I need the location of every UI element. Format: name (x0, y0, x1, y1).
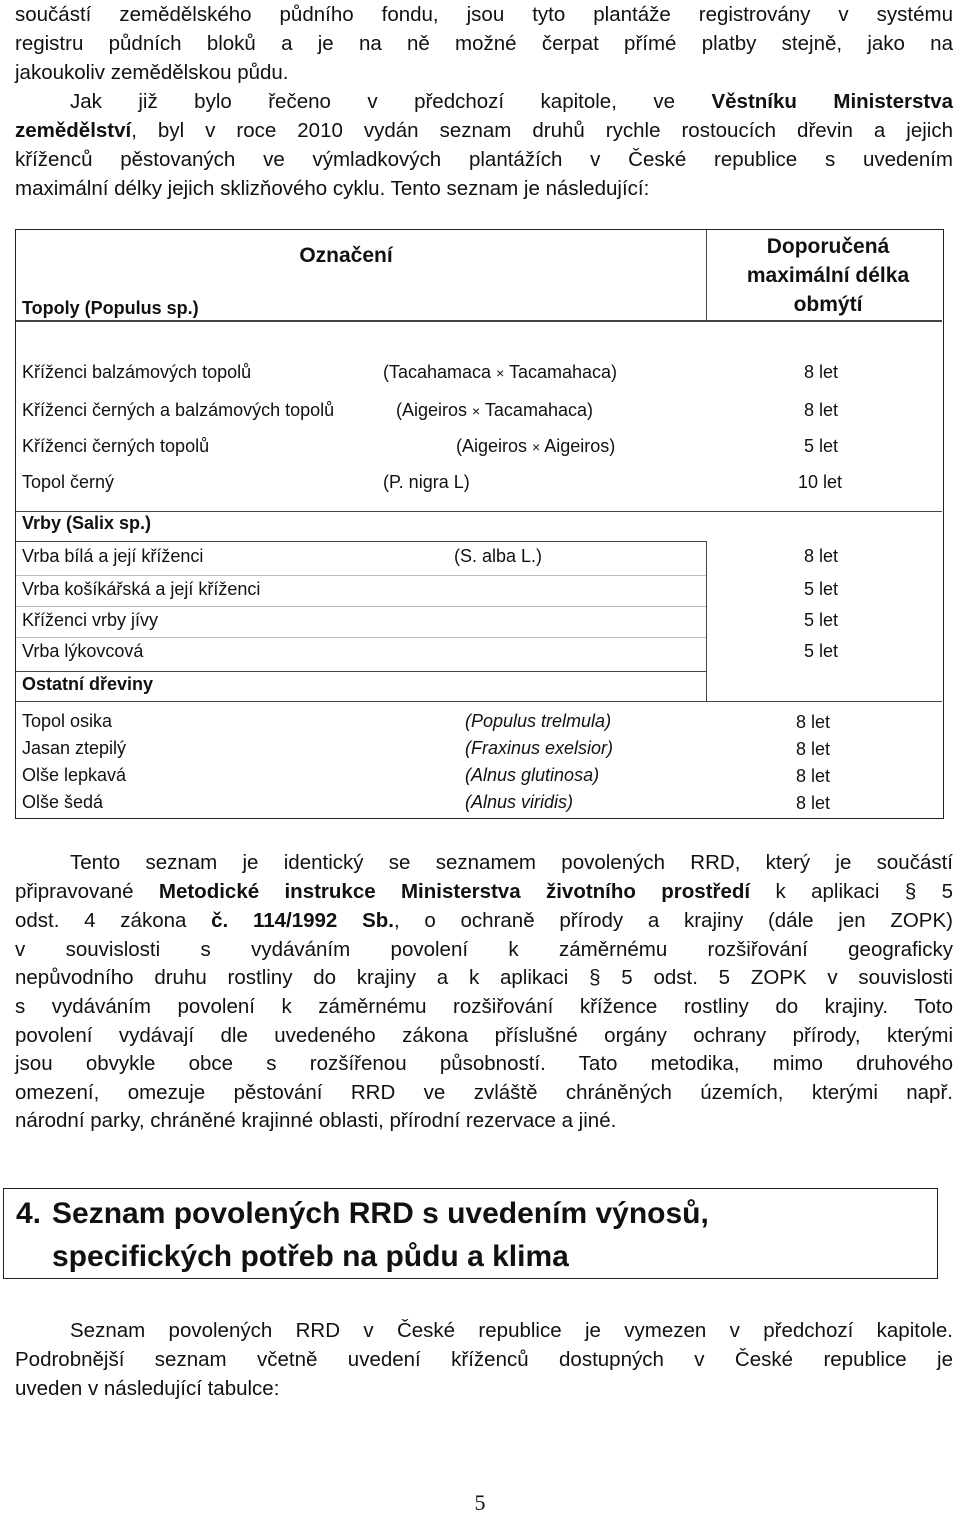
cross-sign: × (532, 439, 541, 455)
para3-line-5: nepůvodního druhu rostliny do krajiny a k aplikaci § 5 odst. 5 ZOPK v souvislosti (15, 966, 953, 989)
other-row-1-years: 8 let (796, 712, 831, 732)
willow-row-3-name: Kříženci vrby jívy (22, 610, 159, 630)
other-row-3-name: Olše lepkavá (22, 765, 127, 785)
willow-row-2-name: Vrba košíkářská a její kříženci (22, 579, 261, 599)
para2-line-3: kříženců pěstovaných ve výmladkových plantážích v České republice s uvedením (15, 148, 953, 171)
other-row-2-years: 8 let (796, 739, 831, 759)
other-row-4-latin: (Alnus viridis) (465, 792, 574, 812)
group-other: Ostatní dřeviny (22, 674, 154, 694)
section-heading (3, 1188, 938, 1279)
para2-line-2: zemědělství, byl v roce 2010 vydán seznam druhů rychle rostoucích dřevin a jejich (15, 119, 953, 142)
para3-line-4: v souvislosti s vydáváním povolení k záměrnému rozšiřování geograficky (15, 938, 953, 961)
willow-row-2-years: 5 let (804, 579, 839, 599)
para3-line-1: Tento seznam je identický se seznamem povolených RRD, který je součástí (70, 851, 953, 874)
poplar-row-1-name: Kříženci balzámových topolů (22, 362, 252, 382)
para3-line-3: odst. 4 zákona č. 114/1992 Sb., o ochraně přírody a krajiny (dále jen ZOPK) (15, 909, 953, 932)
page-number: 5 (474, 1490, 486, 1515)
willow-row-1-name: Vrba bílá a její kříženci (22, 546, 204, 566)
willow-row-1-latin: (S. alba L.) (454, 546, 543, 566)
para3-line-6: s vydáváním povolení k záměrnému rozšiřování křížence rostliny do krajiny. Toto (15, 995, 953, 1018)
section-title-line-1: Seznam povolených RRD s uvedením výnosů, (52, 1197, 709, 1230)
poplar-row-4-years: 10 let (798, 472, 843, 492)
other-row-3-latin: (Alnus glutinosa) (465, 765, 600, 785)
poplar-row-4-latin: (P. nigra L) (383, 472, 470, 492)
para3-line-8: jsou obvykle obce s rozšířenou působností. Tato metodika, mimo druhového (15, 1052, 953, 1075)
poplar-row-2-name: Kříženci černých a balzámových topolů (22, 400, 335, 420)
para4-line-1: Seznam povolených RRD v České republice je vymezen v předchozí kapitole. (70, 1319, 953, 1342)
intro-line-2: registru půdních bloků a je na ně možné čerpat přímé platby stejně, jako na (15, 32, 953, 55)
willow-row-4-name: Vrba lýkovcová (22, 641, 144, 661)
cross-sign: × (472, 403, 481, 419)
poplar-row-3-years: 5 let (804, 436, 839, 456)
header-cycle: Doporučená maximální délka obmýtí (746, 235, 910, 316)
group-poplars: Topoly (Populus sp.) (22, 298, 199, 318)
poplar-row-3-latin: (Aigeiros × Aigeiros) (456, 436, 616, 456)
para4-line-2: Podrobnější seznam včetně uvedení kříženců dostupných v České republice je (15, 1348, 953, 1371)
species-table (15, 229, 944, 819)
para3-line-9: omezení, omezuje pěstování RRD ve zvláště chráněných územích, kterými např. (15, 1081, 953, 1104)
para2-line-1: Jak již bylo řečeno v předchozí kapitole, ve Věstníku Ministerstva (70, 90, 953, 113)
willow-row-3-years: 5 let (804, 610, 839, 630)
group-willows: Vrby (Salix sp.) (22, 513, 152, 533)
other-row-1-latin: (Populus trelmula) (465, 711, 612, 731)
other-row-1-name: Topol osika (22, 711, 113, 731)
para4-line-3: uveden v následující tabulce: (15, 1377, 280, 1400)
para3-line-7: povolení vydávají dle uvedeného zákona příslušné orgány ochrany přírody, kterými (15, 1024, 953, 1047)
intro-line-3: jakoukoliv zemědělskou půdu. (15, 61, 289, 84)
other-row-4-name: Olše šedá (22, 792, 104, 812)
poplar-row-1-years: 8 let (804, 362, 839, 382)
para2-line-4: maximální délky jejich sklizňového cyklu. Tento seznam je následující: (15, 177, 650, 200)
other-row-3-years: 8 let (796, 766, 831, 786)
header-designation: Označení (299, 244, 393, 267)
other-row-4-years: 8 let (796, 793, 831, 813)
poplar-row-4-name: Topol černý (22, 472, 115, 492)
willow-row-4-years: 5 let (804, 641, 839, 661)
other-row-2-name: Jasan ztepilý (22, 738, 127, 758)
section-number: 4. (16, 1197, 42, 1230)
para3-line-2: připravované Metodické instrukce Ministerstva životního prostředí k aplikaci § 5 (15, 880, 953, 903)
para3-line-10: národní parky, chráněné krajinné oblasti, přírodní rezervace a jiné. (15, 1109, 617, 1132)
cross-sign: × (496, 365, 505, 381)
poplar-row-3-name: Kříženci černých topolů (22, 436, 210, 456)
section-title-line-2: specifických potřeb na půdu a klima (52, 1240, 569, 1273)
other-row-2-latin: (Fraxinus exelsior) (465, 738, 614, 758)
willow-row-1-years: 8 let (804, 546, 839, 566)
intro-line-1: součástí zemědělského půdního fondu, jsou tyto plantáže registrovány v systému (15, 3, 953, 26)
poplar-row-1-latin: (Tacahamaca × Tacamahaca) (383, 362, 618, 382)
poplar-row-2-years: 8 let (804, 400, 839, 420)
poplar-row-2-latin: (Aigeiros × Tacamahaca) (396, 400, 593, 420)
